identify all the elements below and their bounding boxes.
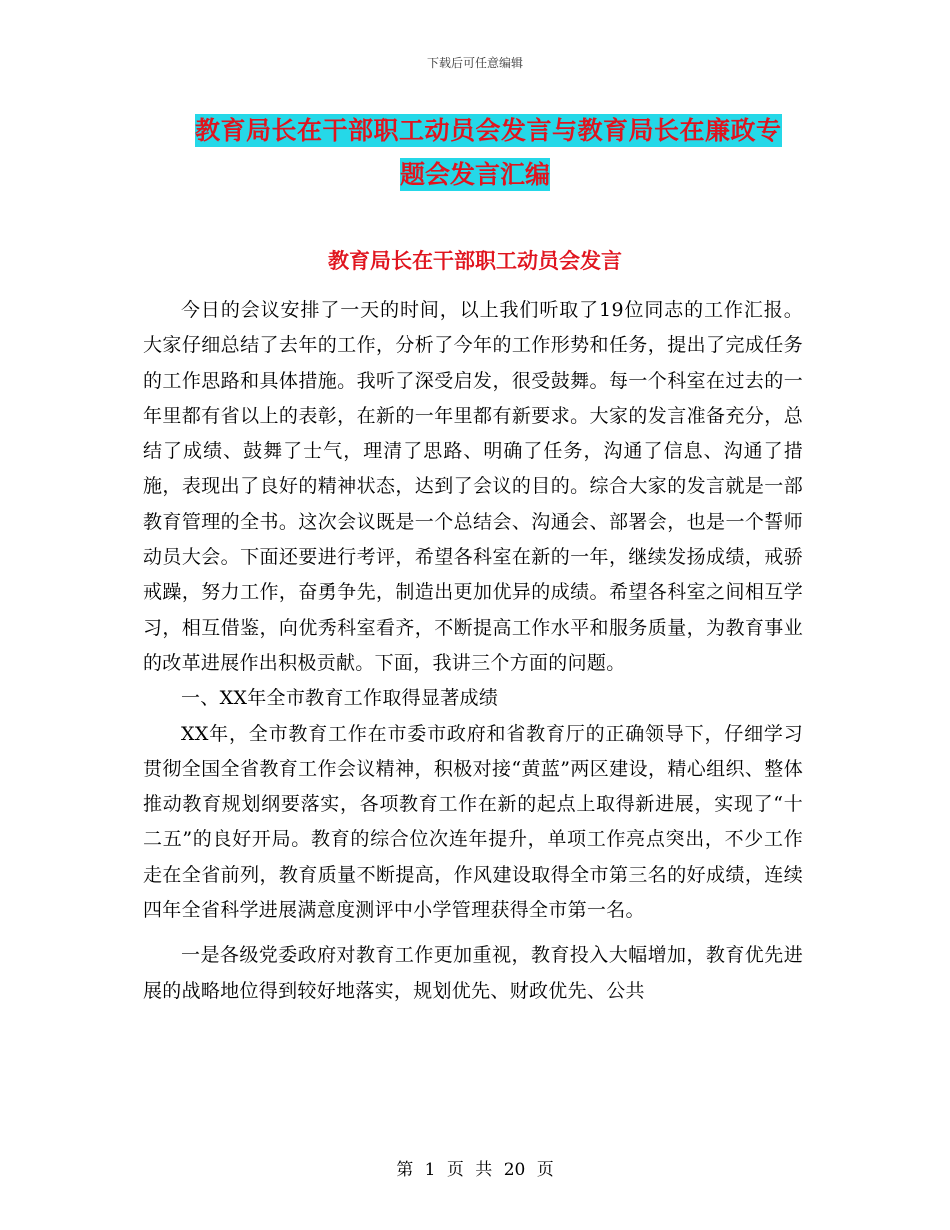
page-number-footer: 第 1 页 共 20 页 bbox=[396, 1160, 554, 1180]
paragraph: 今日的会议安排了一天的时间，以上我们听取了19位同志的工作汇报。大家仔细总结了去年的工作，分析了今年的工作形势和任务，提出了完成任务的工作思路和具体措施。我听了深受启发，很受鼓舞。每一个科室在过去的一年里都有省以上的表彰，在新的一年里都有新要求。大家的发言准备充分，总结了成绩、鼓舞了士气，理清了思路、明确了任务，沟通了信息、沟通了措施，表现出了良好的精神状态，达到了会议的目的。综合大家的发言就是一部教育管理的全书。这次会议既是一个总结会、沟通会、部署会，也是一个誓师动员大会。下面还要进行考评，希望各科室在新的一年，继续发扬成绩，戒骄戒躁，努力工作，奋勇争先，制造出更加优异的成绩。希望各科室之间相互学习，相互借鉴，向优秀科室看齐，不断提高工作水平和服务质量，为教育事业的改革进展作出积极贡献。下面，我讲三个方面的问题。 bbox=[143, 299, 803, 674]
header-note: 下载后可任意编辑 bbox=[426, 56, 523, 70]
paragraph: 一是各级党委政府对教育工作更加重视，教育投入大幅增加，教育优先进展的战略地位得到较好地落实，规划优先、财政优先、公共 bbox=[143, 944, 803, 1002]
title-highlight-2: 题会发言汇编 bbox=[399, 160, 550, 189]
document-title-line-1 bbox=[195, 106, 805, 156]
paragraph: XX年，全市教育工作在市委市政府和省教育厅的正确领导下，仔细学习贯彻全国全省教育工作会议精神，积极对接“黄蓝”两区建设，精心组织、整体推动教育规划纲要落实，各项教育工作在新的起点上取得新进展，实现了“十二五”的良好开局。教育的综合位次连年提升，单项工作亮点突出，不少工作走在全省前列，教育质量不断提高，作风建设取得全市第三名的好成绩，连续四年全省科学进展满意度测评中小学管理获得全市第一名。 bbox=[143, 722, 803, 922]
section-title: 教育局长在干部职工动员会发言 bbox=[328, 249, 622, 273]
document-title-line-2 bbox=[150, 150, 800, 200]
title-highlight-1: 教育局长在干部职工动员会发言与教育局长在廉政专 bbox=[195, 116, 782, 145]
paragraph-heading: 一、XX年全市教育工作取得显著成绩 bbox=[181, 687, 499, 710]
document-body bbox=[143, 293, 803, 1009]
